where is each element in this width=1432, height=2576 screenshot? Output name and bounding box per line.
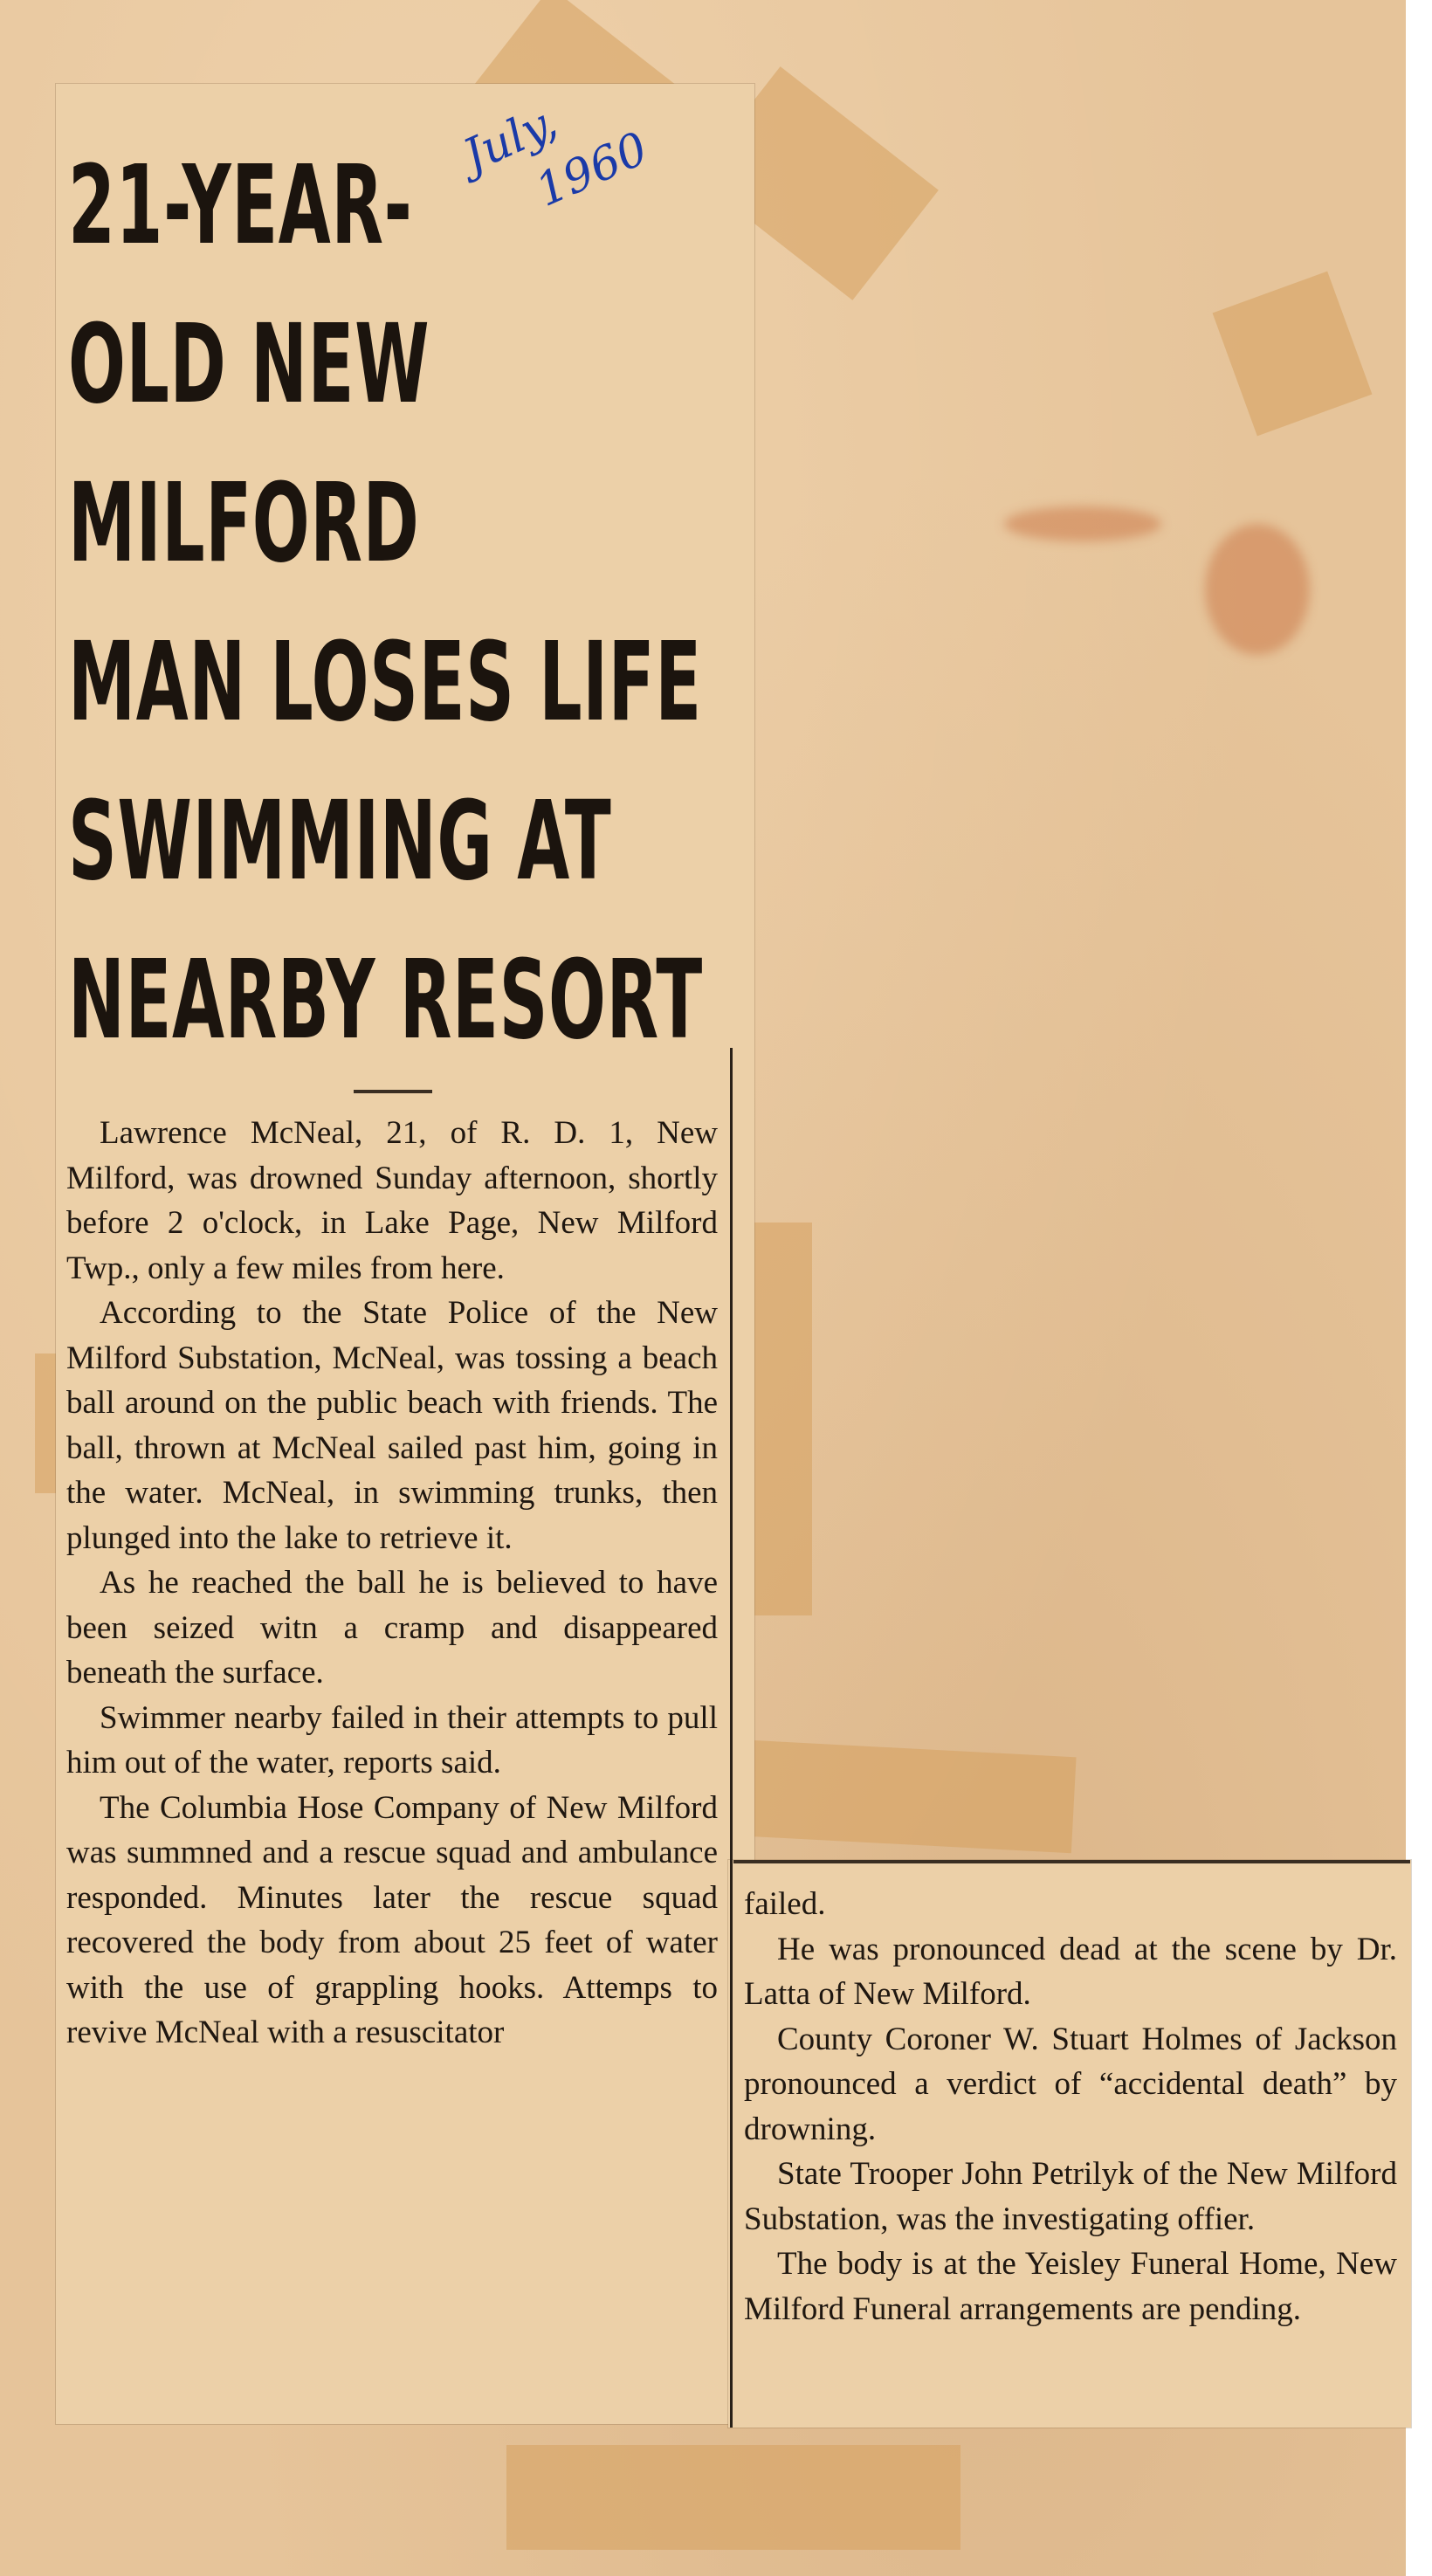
continuation-rule [733, 1860, 1410, 1863]
headline [68, 127, 750, 1080]
tape-strip [506, 2445, 960, 2550]
headline-divider [354, 1090, 432, 1093]
headline-line: OLD NEW [68, 301, 430, 428]
article-paragraph: Swimmer nearby failed in their attempts to pull him out of the water, reports said. [66, 1699, 718, 1780]
article-paragraph: The body is at the Yeisley Funeral Home, New Milford Funeral arrangements are pending. [744, 2246, 1397, 2327]
stain [1205, 524, 1310, 655]
headline-line: 21-YEAR- [68, 142, 413, 269]
headline-line: MAN LOSES LIFE [68, 619, 702, 746]
article-paragraph: According to the State Police of the New Milford Substation, McNeal, was tossing a beach ball around on the public beach with friends. The ball, thrown at McNeal sailed past him, going in the water. McNeal, in swimming trunks, then plunged into the lake to retrieve it. [66, 1295, 718, 1556]
handwritten-date-year: 1960 [528, 122, 656, 217]
headline-line: NEARBY RESORT [68, 937, 703, 1064]
handwritten-date-month: July, [456, 95, 565, 183]
article-continuation: failed. [744, 1886, 826, 1922]
article-column-2 [744, 1882, 1397, 2331]
article-column-1 [66, 1111, 718, 2056]
stain [1004, 506, 1161, 541]
article-paragraph: Lawrence McNeal, 21, of R. D. 1, New Milford, was drowned Sunday afternoon, shortly before 2 o'clock, in Lake Page, New Milford Twp., only a few miles from here. [66, 1115, 718, 1286]
article-paragraph: County Coroner W. Stuart Holmes of Jackson pronounced a verdict of “accidental death” by drowning. [744, 2021, 1397, 2147]
article-paragraph: He was pronounced dead at the scene by Dr. Latta of New Milford. [744, 1931, 1397, 2012]
article-paragraph: The Columbia Hose Company of New Milford was summned and a rescue squad and ambulance responded. Minutes later the rescue squad recovered the body from about 25 feet of water with the use of grappling hooks. Attemps to revive McNeal with a resuscitator [66, 1789, 718, 2050]
headline-line: MILFORD [68, 460, 420, 587]
tape-strip [1213, 272, 1373, 437]
article-paragraph: State Trooper John Petrilyk of the New Milford Substation, was the investigating offier. [744, 2156, 1397, 2237]
column-rule [730, 1048, 733, 2428]
headline-line: SWIMMING AT [68, 778, 612, 905]
article-paragraph: As he reached the ball he is believed to have been seized witn a cramp and disappeared beneath the surface. [66, 1565, 718, 1691]
